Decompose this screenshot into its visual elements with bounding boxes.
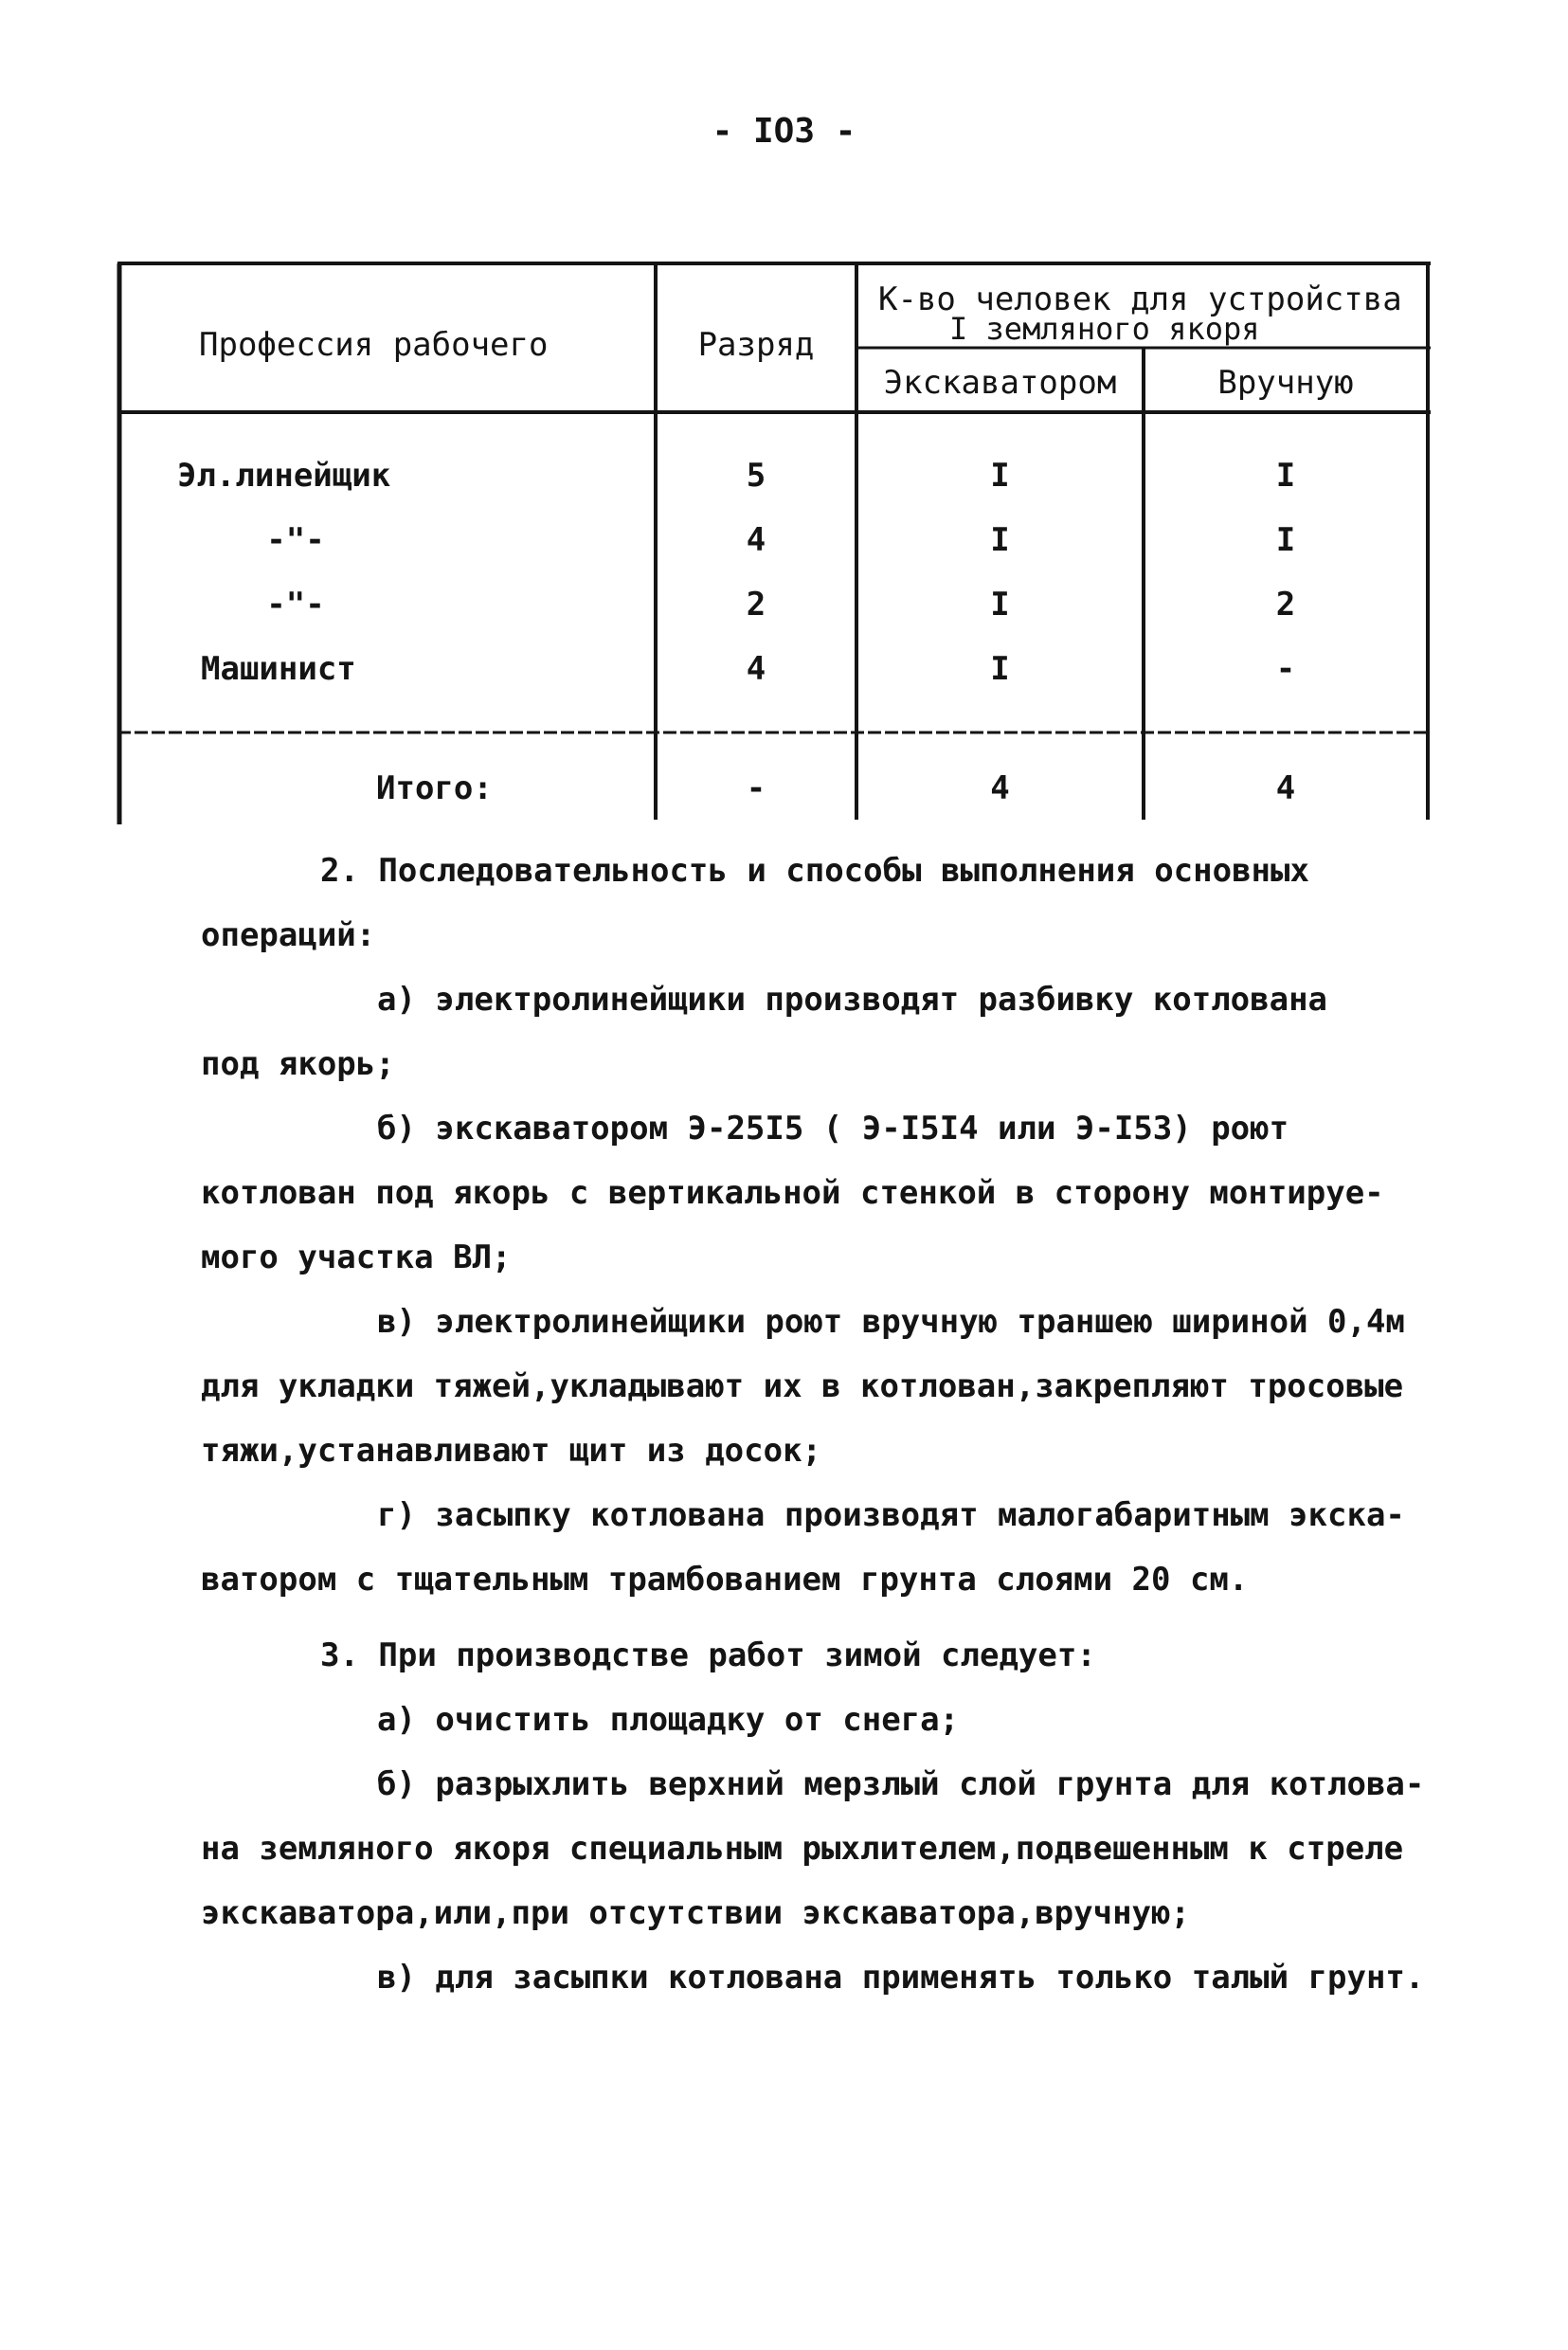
row-3-profession: -"- [266,586,325,624]
item-2a-line1: а) электролинейщики производят разбивку котлована [377,981,1328,1019]
item-3b-line3: экскаватора,или,при отсутствии экскаватора,вручную; [201,1894,1190,1932]
item-2v-line2: для укладки тяжей,укладывают их в котлован,закрепляют тросовые [201,1367,1404,1405]
item-2v-line3: тяжи,устанавливают щит из досок; [201,1432,822,1470]
header-group-line2: I земляного якоря [949,311,1260,347]
row-2-excavator: I [990,521,1010,559]
item-3a-line1: а) очистить площадку от снега; [377,1701,960,1739]
header-group-line1: К-во человек для устройства [878,280,1402,318]
row-4-manual: - [1275,650,1296,688]
item-2a-line2: под якорь; [201,1045,395,1083]
item-2g-line2: ватором с тщательным трамбованием грунта слоями 20 см. [201,1561,1249,1599]
section-2-heading-cont: операций: [201,916,376,954]
item-3b-line2: на земляного якоря специальным рыхлителем,подвешенным к стреле [201,1830,1404,1868]
item-2g-line1: г) засыпку котлована производят малогабаритным экска- [377,1496,1405,1534]
row-4-excavator: I [990,650,1010,688]
item-2b-line2: котлован под якорь с вертикальной стенкой в сторону монтируе- [201,1174,1384,1212]
total-label: Итого: [376,769,493,807]
item-2v-line1: в) электролинейщики роют вручную траншею шириной 0,4м [377,1303,1405,1341]
row-2-profession: -"- [266,521,325,559]
header-manual: Вручную [1217,364,1354,402]
section-3-heading: 3. При производстве работ зимой следует: [320,1636,1096,1674]
total-grade: - [746,769,766,807]
page-number: - IO3 - [712,112,856,151]
row-3-excavator: I [990,586,1010,624]
item-2b-line1: б) экскаватором Э-25I5 ( Э-I5I4 или Э-I53) роют [377,1110,1289,1148]
row-1-profession: Эл.линейщик [177,457,391,495]
row-4-profession: Машинист [201,650,356,688]
total-excavator: 4 [990,769,1010,807]
row-3-manual: 2 [1275,586,1296,624]
row-1-grade: 5 [746,457,766,495]
total-manual: 4 [1275,769,1296,807]
item-3v-line1: в) для засыпки котлована применять только талый грунт. [377,1959,1425,1997]
row-3-grade: 2 [746,586,766,624]
header-excavator: Экскаватором [883,364,1117,402]
row-2-grade: 4 [746,521,766,559]
row-1-manual: I [1275,457,1296,495]
section-2-heading: 2. Последовательность и способы выполнения основных [320,852,1309,890]
row-4-grade: 4 [746,650,766,688]
row-2-manual: I [1275,521,1296,559]
header-grade: Разряд [697,326,815,364]
item-2b-line3: мого участка ВЛ; [201,1238,512,1276]
item-3b-line1: б) разрыхлить верхний мерзлый слой грунта для котлова- [377,1765,1425,1803]
row-1-excavator: I [990,457,1010,495]
header-profession: Профессия рабочего [199,326,549,364]
